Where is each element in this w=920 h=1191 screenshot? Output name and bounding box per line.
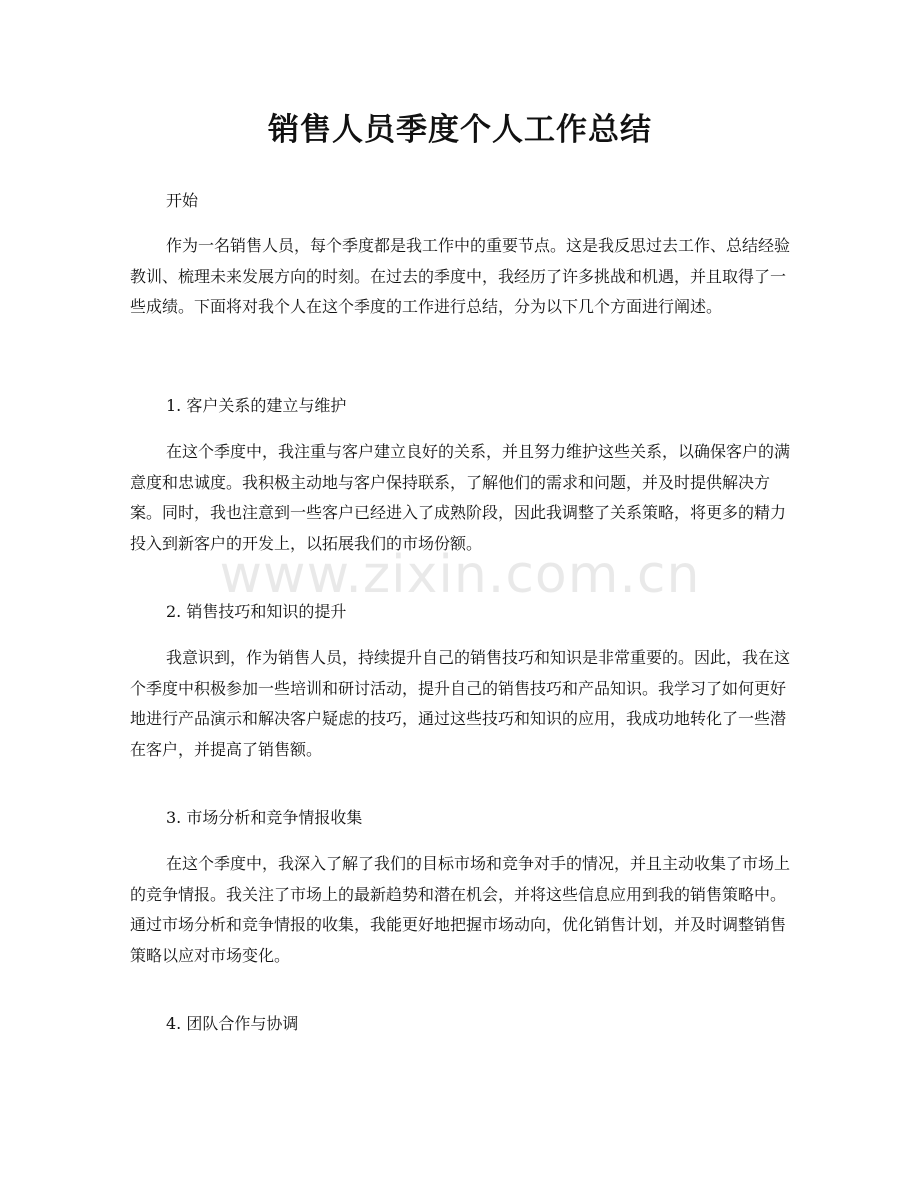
paragraph-2: 我意识到，作为销售人员，持续提升自己的销售技巧和知识是非常重要的。因此，我在这个季度中积极参加一些培训和研讨活动，提升自己的销售技巧和产品知识。我学习了如何更好地进行产品演示和解决客户疑虑的技巧，通过这些技巧和知识的应用，我成功地转化了一些潜在客户，并提高了销售额。: [130, 648, 791, 759]
section-heading-start: 开始: [166, 191, 199, 210]
paragraph-3: 在这个季度中，我深入了解了我们的目标市场和竞争对手的情况，并且主动收集了市场上的竞争情报。我关注了市场上的最新趋势和潜在机会，并将这些信息应用到我的销售策略中。通过市场分析和竞争情报的收集，我能更好地把握市场动向，优化销售计划，并及时调整销售策略以应对市场变化。: [130, 854, 791, 965]
watermark-text: www.zixin.com.cn: [219, 545, 701, 605]
page-title: 销售人员季度个人工作总结: [268, 112, 652, 148]
section-heading-2: 2. 销售技巧和知识的提升: [166, 602, 347, 621]
section-heading-4: 4. 团队合作与协调: [166, 1014, 299, 1033]
paragraph-1: 在这个季度中，我注重与客户建立良好的关系，并且努力维护这些关系，以确保客户的满意度和忠诚度。我积极主动地与客户保持联系，了解他们的需求和问题，并及时提供解决方案。同时，我也注意到一些客户已经进入了成熟阶段，因此我调整了关系策略，将更多的精力投入到新客户的开发上，以拓展我们的市场份额。: [130, 442, 791, 553]
section-heading-3: 3. 市场分析和竞争情报收集: [166, 808, 363, 827]
section-heading-1: 1. 客户关系的建立与维护: [166, 396, 347, 415]
paragraph-intro: 作为一名销售人员，每个季度都是我工作中的重要节点。这是我反思过去工作、总结经验教训、梳理未来发展方向的时刻。在过去的季度中，我经历了许多挑战和机遇，并且取得了一些成绩。下面将对我个人在这个季度的工作进行总结，分为以下几个方面进行阐述。: [130, 236, 791, 316]
